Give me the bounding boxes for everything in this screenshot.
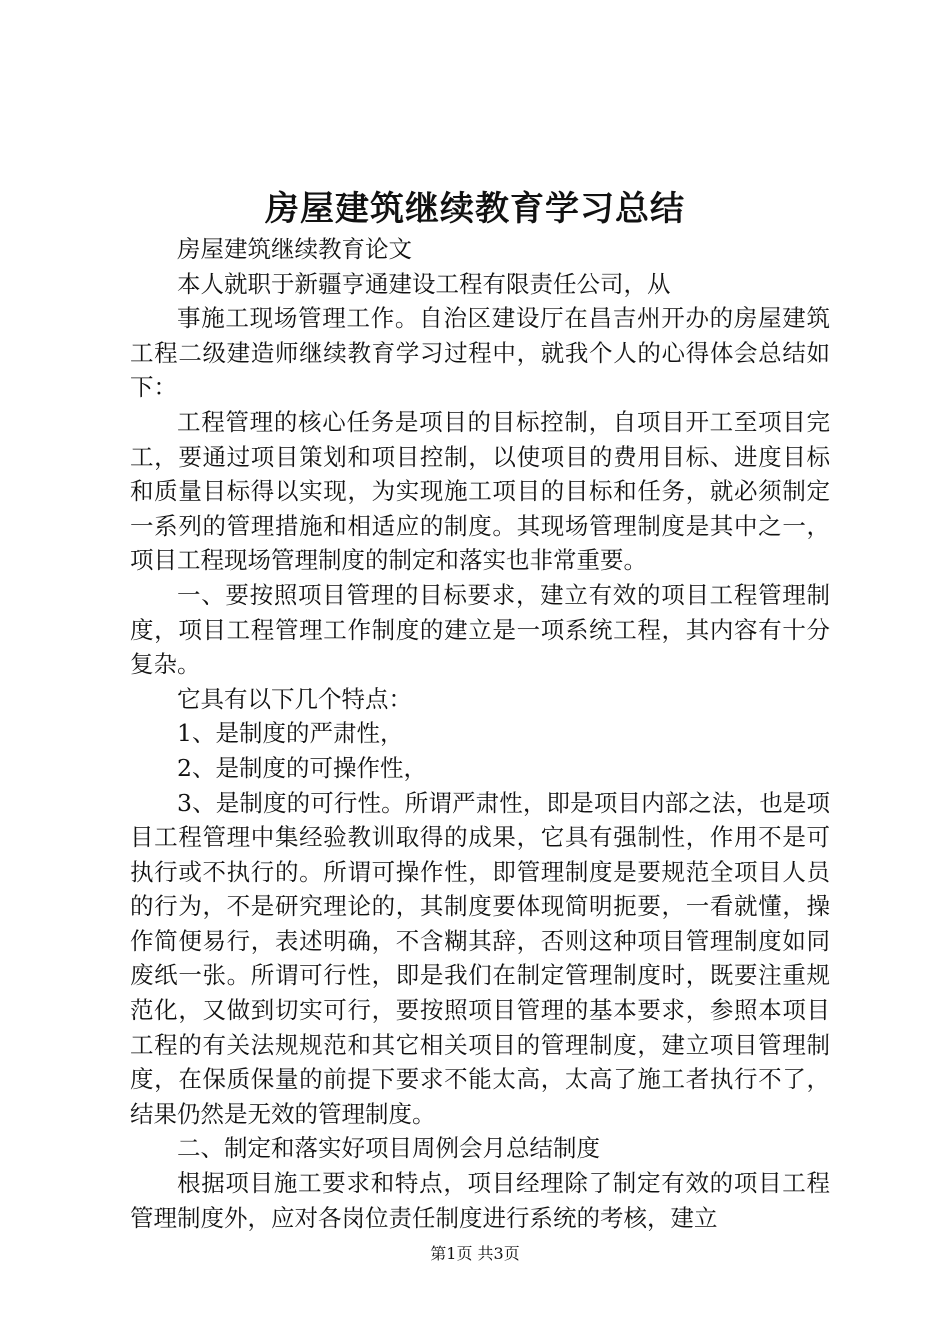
page-footer: 第1页 共3页 bbox=[430, 1244, 520, 1263]
paragraph-section-one: 一、要按照项目管理的目标要求，建立有效的项目工程管理制度，项目工程管理工作制度的建立是一项系统工程，其内容有十分复杂。 bbox=[130, 580, 830, 679]
list-item-feature-2: 2、是制度的可操作性， bbox=[177, 753, 427, 782]
list-item-feature-1: 1、是制度的严肃性， bbox=[177, 719, 404, 748]
paragraph-section-two: 二、制定和落实好项目周例会月总结制度 bbox=[177, 1134, 600, 1163]
paragraph-core-task: 工程管理的核心任务是项目的目标控制，自项目开工至项目完工，要通过项目策划和项目控制，以使项目的费用目标、进度目标和质量目标得以实现，为实现施工项目的目标和任务，就必须制定一系列的管理措施和相适应的制度。其现场管理制度是其中之一，项目工程现场管理制度的制定和落实也非常重要。 bbox=[130, 407, 830, 575]
paragraph-intro-continued: 事施工现场管理工作。自治区建设厅在昌吉州开办的房屋建筑工程二级建造师继续教育学习过程中，就我个人的心得体会总结如下： bbox=[130, 304, 830, 402]
paragraph-section-two-body: 根据项目施工要求和特点，项目经理除了制定有效的项目工程管理制度外，应对各岗位责任制度进行系统的考核，建立 bbox=[130, 1169, 830, 1232]
list-item-feature-3: 3、是制度的可行性。所谓严肃性，即是项目内部之法，也是项目工程管理中集经验教训取得的成果，它具有强制性，作用不是可执行或不执行的。所谓可操作性，即管理制度是要规范全项目人员的行为，不是研究理论的，其制度要体现简明扼要，一看就懂，操作简便易行，表述明确，不含糊其辞，否则这种项目管理制度如同废纸一张。所谓可行性，即是我们在制定管理制度时，既要注重规范化，又做到切实可行，要按照项目管理的基本要求，参照本项目工程的有关法规规范和其它相关项目的管理制度，建立项目管理制度，在保质保量的前提下要求不能太高，太高了施工者执行不了，结果仍然是无效的管理制度。 bbox=[130, 788, 830, 1128]
document-body bbox=[130, 232, 830, 1235]
paragraph-intro-line: 本人就职于新疆亨通建设工程有限责任公司，从 bbox=[177, 269, 671, 298]
document-title: 房屋建筑继续教育学习总结 bbox=[265, 189, 685, 229]
paragraph-subtitle: 房屋建筑继续教育论文 bbox=[177, 235, 412, 263]
paragraph-features-intro: 它具有以下几个特点： bbox=[177, 684, 412, 713]
